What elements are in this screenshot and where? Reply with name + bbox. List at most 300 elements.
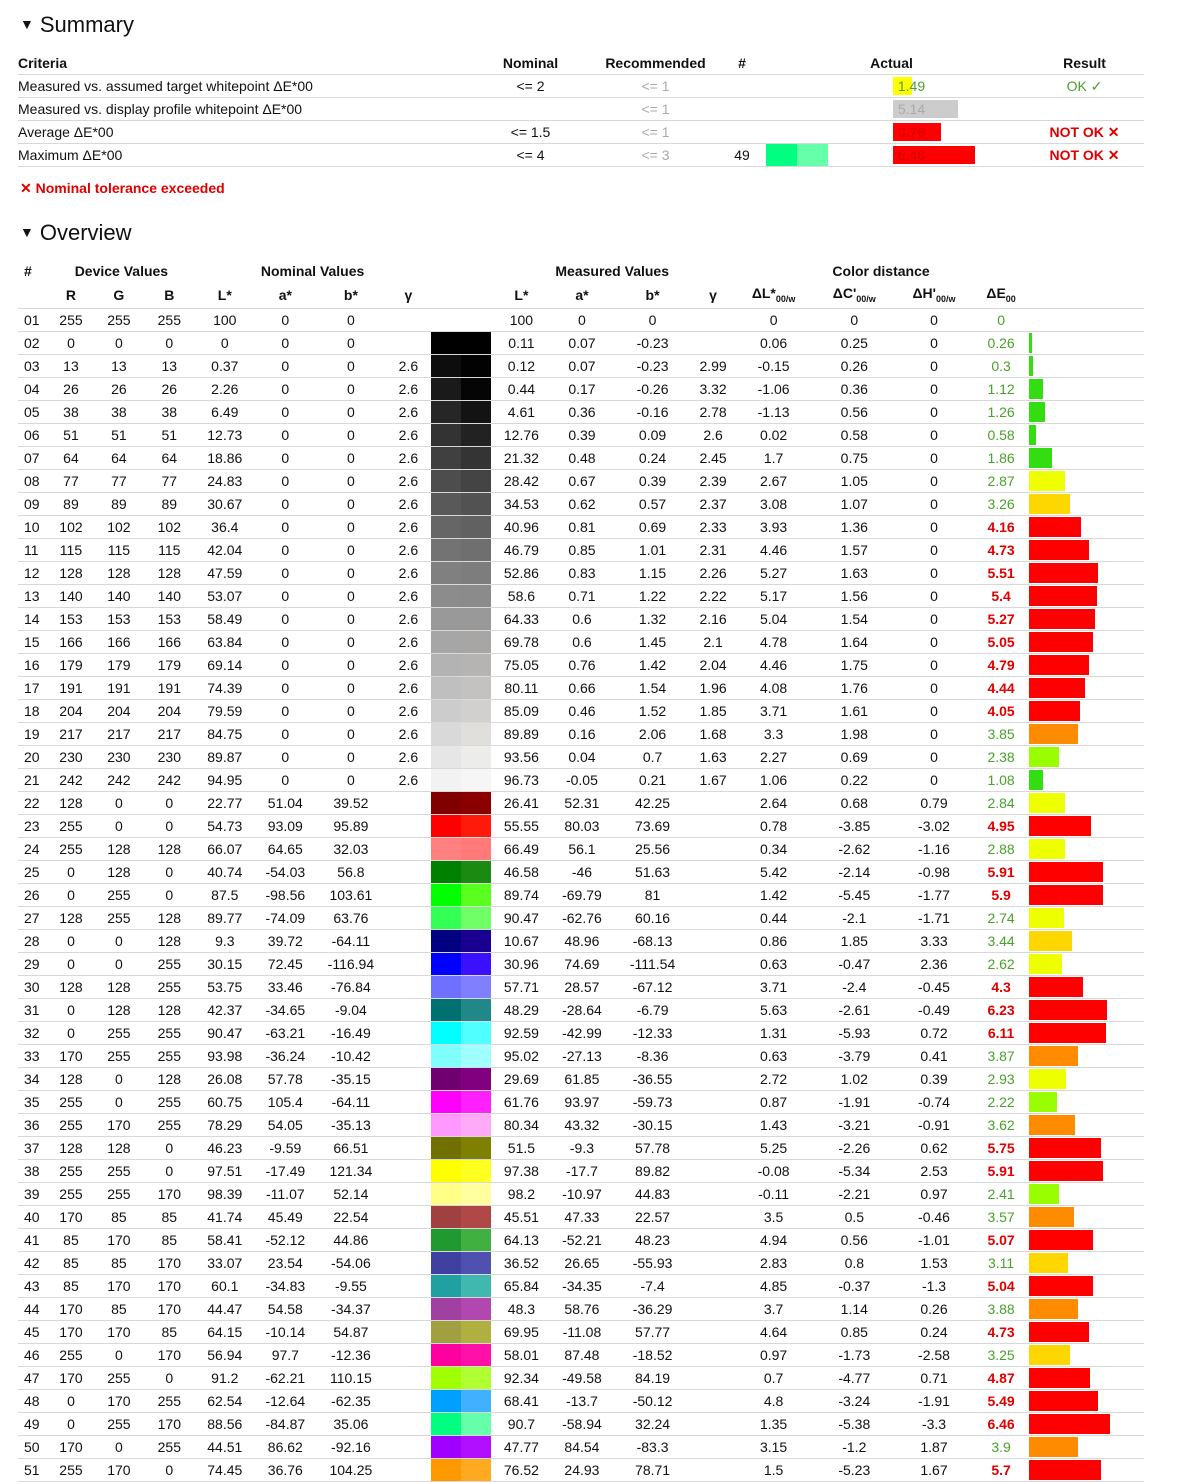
table-row xyxy=(18,837,1144,860)
cell-nominal-gamma xyxy=(386,1067,430,1090)
cell-nominal-b: 0 xyxy=(316,469,387,492)
cell-num: 07 xyxy=(18,446,48,469)
cell-nominal-L: 30.15 xyxy=(195,952,256,975)
cell-nominal-b: 63.76 xyxy=(316,906,387,929)
measured-color-swatch xyxy=(461,309,491,331)
cell-measured-b: -0.23 xyxy=(612,331,693,354)
color-swatch xyxy=(431,837,492,860)
cell-delta-C: 1.61 xyxy=(814,699,895,722)
cell-nominal-L: 42.04 xyxy=(195,538,256,561)
summary-col-nominal: Nominal xyxy=(502,55,559,71)
cell-nominal-a: -11.07 xyxy=(255,1182,316,1205)
cell-nominal-b: 66.51 xyxy=(316,1136,387,1159)
cell-G: 0 xyxy=(94,952,144,975)
measured-color-swatch xyxy=(461,447,491,469)
cell-num: 27 xyxy=(18,906,48,929)
cell-delta-H: 0.71 xyxy=(895,1366,974,1389)
cell-delta-H: 0.39 xyxy=(895,1067,974,1090)
cell-delta-E: 4.44 xyxy=(973,676,1028,699)
cell-delta-C: 1.85 xyxy=(814,929,895,952)
delta-e-bar xyxy=(1029,379,1043,399)
cell-nominal-a: 0 xyxy=(255,722,316,745)
cell-B: 85 xyxy=(144,1205,194,1228)
measured-color-swatch xyxy=(461,355,491,377)
cell-G: 0 xyxy=(94,1067,144,1090)
cell-delta-E: 3.25 xyxy=(973,1343,1028,1366)
cell-B: 26 xyxy=(144,377,194,400)
cell-measured-a: 0.16 xyxy=(552,722,613,745)
table-row xyxy=(18,1435,1144,1458)
measured-color-swatch xyxy=(461,769,491,791)
delta-e-bar-cell xyxy=(1029,883,1144,906)
cell-nominal-b: 35.06 xyxy=(316,1412,387,1435)
cell-delta-C: 0.5 xyxy=(814,1205,895,1228)
delta-e-bar xyxy=(1029,586,1097,606)
cell-R: 170 xyxy=(48,1297,93,1320)
measured-color-swatch xyxy=(461,631,491,653)
cell-measured-L: 76.52 xyxy=(491,1458,552,1481)
cell-R: 242 xyxy=(48,768,93,791)
cell-delta-E: 4.05 xyxy=(973,699,1028,722)
delta-e-bar-cell xyxy=(1029,1090,1144,1113)
cell-num: 31 xyxy=(18,998,48,1021)
cell-measured-gamma xyxy=(693,906,733,929)
cell-nominal-L: 47.59 xyxy=(195,561,256,584)
cell-delta-H: 1.67 xyxy=(895,1458,974,1481)
cell-measured-L: 0.12 xyxy=(491,354,552,377)
table-row xyxy=(18,1412,1144,1435)
cell-delta-E: 4.95 xyxy=(973,814,1028,837)
table-row xyxy=(18,1159,1144,1182)
cell-delta-C: -5.45 xyxy=(814,883,895,906)
delta-e-bar xyxy=(1029,1092,1057,1112)
cell-nominal-a: 0 xyxy=(255,630,316,653)
cell-delta-C: -2.4 xyxy=(814,975,895,998)
cell-delta-L: -1.13 xyxy=(733,400,814,423)
table-row xyxy=(18,492,1144,515)
cell-delta-H: 0.26 xyxy=(895,1297,974,1320)
delta-e-bar xyxy=(1029,425,1036,445)
cell-B: 128 xyxy=(144,906,194,929)
cell-nominal-a: -12.64 xyxy=(255,1389,316,1412)
cell-B: 170 xyxy=(144,1343,194,1366)
cell-measured-a: 0.36 xyxy=(552,400,613,423)
cell-B: 128 xyxy=(144,998,194,1021)
table-row xyxy=(18,423,1144,446)
cell-nominal-gamma: 2.6 xyxy=(386,423,430,446)
cell-num: 45 xyxy=(18,1320,48,1343)
cell-R: 38 xyxy=(48,400,93,423)
cell-nominal-gamma xyxy=(386,952,430,975)
cell-num: 30 xyxy=(18,975,48,998)
cell-G: 13 xyxy=(94,354,144,377)
nominal-color-swatch xyxy=(431,1068,461,1090)
cell-delta-H: 0 xyxy=(895,331,974,354)
cell-measured-gamma xyxy=(693,1435,733,1458)
cell-nominal-a: -98.56 xyxy=(255,883,316,906)
cell-delta-H: -0.49 xyxy=(895,998,974,1021)
cell-nominal-a: 0 xyxy=(255,469,316,492)
nominal-color-swatch xyxy=(431,953,461,975)
cell-delta-E: 0.26 xyxy=(973,331,1028,354)
nominal-color-swatch xyxy=(431,907,461,929)
cell-delta-C: 1.75 xyxy=(814,653,895,676)
measured-color-swatch xyxy=(461,930,491,952)
col-nominal-a: a* xyxy=(278,286,292,303)
cell-measured-L: 64.33 xyxy=(491,607,552,630)
nominal-color-swatch xyxy=(431,792,461,814)
cell-R: 166 xyxy=(48,630,93,653)
cell-measured-a: 74.69 xyxy=(552,952,613,975)
cell-delta-H: 0.24 xyxy=(895,1320,974,1343)
cell-G: 85 xyxy=(94,1205,144,1228)
delta-e-bar xyxy=(1029,609,1095,629)
summary-heading[interactable] xyxy=(20,12,134,38)
cell-num: 23 xyxy=(18,814,48,837)
delta-e-bar xyxy=(1029,747,1059,767)
cell-G: 0 xyxy=(94,1343,144,1366)
cell-nominal-L: 78.29 xyxy=(195,1113,256,1136)
cell-delta-E: 4.3 xyxy=(973,975,1028,998)
cell-measured-b: 57.78 xyxy=(612,1136,693,1159)
cell-delta-L: 4.94 xyxy=(733,1228,814,1251)
cell-R: 128 xyxy=(48,791,93,814)
cell-nominal-gamma: 2.6 xyxy=(386,676,430,699)
cell-delta-H: 0 xyxy=(895,400,974,423)
cell-nominal-L: 79.59 xyxy=(195,699,256,722)
cell-delta-L: 3.71 xyxy=(733,699,814,722)
cell-measured-L: 30.96 xyxy=(491,952,552,975)
cell-nominal-a: -17.49 xyxy=(255,1159,316,1182)
delta-e-bar xyxy=(1029,839,1065,859)
cell-nominal-gamma xyxy=(386,1389,430,1412)
cell-nominal-gamma xyxy=(386,1320,430,1343)
cell-nominal-L: 41.74 xyxy=(195,1205,256,1228)
col-delta-L: $\Delta L*_{00/w}$ xyxy=(751,285,796,305)
cell-R: 0 xyxy=(48,1021,93,1044)
cell-measured-gamma xyxy=(693,1205,733,1228)
delta-e-bar xyxy=(1029,862,1103,882)
delta-e-bar-cell xyxy=(1029,538,1144,561)
cell-measured-a: -42.99 xyxy=(552,1021,613,1044)
cell-delta-E: 0.3 xyxy=(973,354,1028,377)
cell-measured-b: 0.7 xyxy=(612,745,693,768)
cell-R: 0 xyxy=(48,952,93,975)
cell-nominal-b: -16.49 xyxy=(316,1021,387,1044)
summary-title: Summary xyxy=(39,12,134,37)
cell-B: 166 xyxy=(144,630,194,653)
cell-nominal-L: 0 xyxy=(195,331,256,354)
measured-color-swatch xyxy=(461,723,491,745)
cell-measured-b: 0.21 xyxy=(612,768,693,791)
cell-num: 37 xyxy=(18,1136,48,1159)
cell-measured-L: 93.56 xyxy=(491,745,552,768)
cell-nominal-L: 24.83 xyxy=(195,469,256,492)
delta-e-bar-cell xyxy=(1029,998,1144,1021)
cell-nominal-b: 52.14 xyxy=(316,1182,387,1205)
color-swatch xyxy=(431,1320,492,1343)
cell-nominal-b: 0 xyxy=(316,308,387,331)
cell-R: 0 xyxy=(48,1389,93,1412)
delta-e-bar-cell xyxy=(1029,1366,1144,1389)
cell-measured-a: -49.58 xyxy=(552,1366,613,1389)
cell-R: 128 xyxy=(48,975,93,998)
measured-color-swatch xyxy=(461,332,491,354)
cell-num: 39 xyxy=(18,1182,48,1205)
cell-G: 255 xyxy=(94,308,144,331)
cell-G: 153 xyxy=(94,607,144,630)
cell-B: 0 xyxy=(144,1159,194,1182)
cell-nominal-gamma: 2.6 xyxy=(386,768,430,791)
cell-delta-L: 1.43 xyxy=(733,1113,814,1136)
cell-nominal-gamma xyxy=(386,1021,430,1044)
nominal-color-swatch xyxy=(431,1459,461,1481)
cell-nominal-L: 26.08 xyxy=(195,1067,256,1090)
cell-B: 170 xyxy=(144,1297,194,1320)
summary-bar xyxy=(955,121,1025,144)
cell-nominal-b: 0 xyxy=(316,377,387,400)
summary-nominal xyxy=(468,98,593,121)
cell-nominal-b: -12.36 xyxy=(316,1343,387,1366)
cell-delta-H: 0.79 xyxy=(895,791,974,814)
nominal-color-swatch xyxy=(431,1252,461,1274)
cell-nominal-L: 18.86 xyxy=(195,446,256,469)
measured-color-swatch xyxy=(461,1183,491,1205)
cell-measured-gamma xyxy=(693,1090,733,1113)
delta-e-bar-cell xyxy=(1029,1067,1144,1090)
cell-nominal-gamma: 2.6 xyxy=(386,699,430,722)
cell-measured-gamma xyxy=(693,1412,733,1435)
cell-num: 25 xyxy=(18,860,48,883)
cell-measured-L: 46.79 xyxy=(491,538,552,561)
cell-nominal-b: 0 xyxy=(316,446,387,469)
cell-R: 255 xyxy=(48,1090,93,1113)
cell-delta-L: 1.42 xyxy=(733,883,814,906)
cell-measured-a: -46 xyxy=(552,860,613,883)
cell-G: 0 xyxy=(94,1435,144,1458)
col-nominal-b: b* xyxy=(343,286,358,303)
delta-e-bar xyxy=(1029,1299,1078,1319)
delta-e-bar xyxy=(1029,885,1103,905)
nominal-color-swatch xyxy=(431,677,461,699)
cell-B: 140 xyxy=(144,584,194,607)
cell-delta-E: 1.08 xyxy=(973,768,1028,791)
cell-nominal-b: 0 xyxy=(316,515,387,538)
cell-measured-gamma: 2.37 xyxy=(693,492,733,515)
cell-delta-E: 3.57 xyxy=(973,1205,1028,1228)
cell-measured-L: 95.02 xyxy=(491,1044,552,1067)
cell-measured-L: 69.95 xyxy=(491,1320,552,1343)
cell-B: 153 xyxy=(144,607,194,630)
col-nominal-gamma: γ xyxy=(404,286,413,303)
cell-G: 85 xyxy=(94,1297,144,1320)
cell-nominal-L: 91.2 xyxy=(195,1366,256,1389)
cell-nominal-b: 54.87 xyxy=(316,1320,387,1343)
summary-bar xyxy=(955,75,1025,98)
cell-G: 0 xyxy=(94,331,144,354)
cell-measured-L: 92.34 xyxy=(491,1366,552,1389)
nominal-color-swatch xyxy=(431,562,461,584)
cell-measured-L: 29.69 xyxy=(491,1067,552,1090)
cell-nominal-b: 0 xyxy=(316,584,387,607)
nominal-color-swatch xyxy=(431,355,461,377)
color-swatch xyxy=(431,1458,492,1481)
cell-measured-gamma xyxy=(693,1113,733,1136)
cell-measured-b: 44.83 xyxy=(612,1182,693,1205)
cell-delta-H: 0 xyxy=(895,653,974,676)
nominal-color-swatch xyxy=(431,1022,461,1044)
cell-delta-E: 5.51 xyxy=(973,561,1028,584)
cell-delta-L: 1.7 xyxy=(733,446,814,469)
measured-color-swatch xyxy=(461,1137,491,1159)
table-row xyxy=(18,860,1144,883)
cell-nominal-gamma xyxy=(386,1205,430,1228)
cell-num: 10 xyxy=(18,515,48,538)
cell-measured-L: 92.59 xyxy=(491,1021,552,1044)
cell-G: 128 xyxy=(94,561,144,584)
delta-e-bar xyxy=(1029,1322,1089,1342)
cell-measured-a: -27.13 xyxy=(552,1044,613,1067)
measured-color-swatch xyxy=(461,585,491,607)
cell-measured-b: 1.45 xyxy=(612,630,693,653)
cell-measured-L: 12.76 xyxy=(491,423,552,446)
cell-nominal-L: 22.77 xyxy=(195,791,256,814)
cell-delta-E: 5.49 xyxy=(973,1389,1028,1412)
cell-delta-E: 1.86 xyxy=(973,446,1028,469)
delta-e-bar-cell xyxy=(1029,446,1144,469)
cell-num: 11 xyxy=(18,538,48,561)
color-swatch xyxy=(431,1297,492,1320)
cell-delta-L: 3.71 xyxy=(733,975,814,998)
cell-R: 170 xyxy=(48,1205,93,1228)
cell-R: 170 xyxy=(48,1044,93,1067)
summary-bar xyxy=(955,144,1025,167)
nominal-color-swatch xyxy=(431,493,461,515)
cell-nominal-gamma xyxy=(386,1136,430,1159)
delta-e-bar-cell xyxy=(1029,400,1144,423)
cell-delta-L: 5.25 xyxy=(733,1136,814,1159)
nominal-color-swatch xyxy=(431,1344,461,1366)
delta-e-bar xyxy=(1029,655,1089,675)
delta-e-bar xyxy=(1029,1391,1098,1411)
summary-col-count: # xyxy=(738,55,746,71)
nominal-color-swatch xyxy=(431,1367,461,1389)
cell-B: 179 xyxy=(144,653,194,676)
cell-num: 49 xyxy=(18,1412,48,1435)
cell-G: 170 xyxy=(94,1113,144,1136)
cell-measured-gamma xyxy=(693,1389,733,1412)
measured-color-swatch xyxy=(461,1321,491,1343)
cell-measured-a: 93.97 xyxy=(552,1090,613,1113)
cell-nominal-gamma: 2.6 xyxy=(386,492,430,515)
cell-delta-E: 3.9 xyxy=(973,1435,1028,1458)
measured-color-swatch xyxy=(461,1160,491,1182)
cell-nominal-a: 36.76 xyxy=(255,1458,316,1481)
cell-nominal-L: 58.41 xyxy=(195,1228,256,1251)
cell-measured-gamma xyxy=(693,1458,733,1481)
table-row xyxy=(18,1228,1144,1251)
cell-R: 51 xyxy=(48,423,93,446)
cell-delta-E: 4.73 xyxy=(973,538,1028,561)
cell-delta-E: 5.75 xyxy=(973,1136,1028,1159)
table-row xyxy=(18,1251,1144,1274)
cell-nominal-a: -36.24 xyxy=(255,1044,316,1067)
measured-color-swatch xyxy=(461,1091,491,1113)
delta-e-bar-cell xyxy=(1029,1320,1144,1343)
cell-num: 29 xyxy=(18,952,48,975)
cell-delta-L: -1.06 xyxy=(733,377,814,400)
cell-nominal-gamma xyxy=(386,1159,430,1182)
table-row xyxy=(18,331,1144,354)
table-row xyxy=(18,791,1144,814)
delta-e-bar xyxy=(1029,1253,1068,1273)
cell-delta-L: 3.08 xyxy=(733,492,814,515)
measured-color-swatch xyxy=(461,1022,491,1044)
overview-heading[interactable] xyxy=(20,220,132,246)
cell-measured-a: -17.7 xyxy=(552,1159,613,1182)
nominal-color-swatch xyxy=(431,838,461,860)
color-swatch xyxy=(431,653,492,676)
delta-e-bar-cell xyxy=(1029,975,1144,998)
delta-e-bar-cell xyxy=(1029,1251,1144,1274)
cell-B: 255 xyxy=(144,1113,194,1136)
cell-nominal-gamma xyxy=(386,308,430,331)
cell-delta-H: 0 xyxy=(895,607,974,630)
nominal-color-swatch xyxy=(431,516,461,538)
cell-measured-L: 64.13 xyxy=(491,1228,552,1251)
delta-e-bar xyxy=(1029,517,1081,537)
cell-G: 128 xyxy=(94,837,144,860)
delta-e-bar xyxy=(1029,1046,1078,1066)
cell-nominal-b: -9.04 xyxy=(316,998,387,1021)
delta-e-bar-cell xyxy=(1029,1182,1144,1205)
cell-nominal-L: 84.75 xyxy=(195,722,256,745)
cell-B: 77 xyxy=(144,469,194,492)
delta-e-bar xyxy=(1029,701,1080,721)
summary-result: NOT OK ✕ xyxy=(1025,121,1144,144)
cell-delta-H: 2.53 xyxy=(895,1159,974,1182)
table-row xyxy=(18,446,1144,469)
cell-nominal-a: 33.46 xyxy=(255,975,316,998)
color-swatch xyxy=(431,1274,492,1297)
summary-bar xyxy=(955,98,1025,121)
cell-delta-E: 0.58 xyxy=(973,423,1028,446)
cell-G: 0 xyxy=(94,929,144,952)
cell-nominal-b: 103.61 xyxy=(316,883,387,906)
overview-group-measured: Measured Values xyxy=(555,263,669,279)
cell-G: 0 xyxy=(94,1090,144,1113)
summary-count xyxy=(718,121,766,144)
summary-col-criteria: Criteria xyxy=(18,55,68,71)
cell-delta-E: 2.88 xyxy=(973,837,1028,860)
cell-num: 21 xyxy=(18,768,48,791)
cell-num: 43 xyxy=(18,1274,48,1297)
cell-G: 166 xyxy=(94,630,144,653)
cell-delta-H: -1.16 xyxy=(895,837,974,860)
cell-num: 09 xyxy=(18,492,48,515)
nominal-color-swatch xyxy=(431,585,461,607)
cell-delta-C: -1.73 xyxy=(814,1343,895,1366)
cell-B: 13 xyxy=(144,354,194,377)
cell-G: 255 xyxy=(94,1044,144,1067)
nominal-color-swatch xyxy=(431,746,461,768)
cell-measured-b: -0.23 xyxy=(612,354,693,377)
cell-nominal-gamma xyxy=(386,1297,430,1320)
cell-num: 36 xyxy=(18,1113,48,1136)
cell-delta-E: 1.26 xyxy=(973,400,1028,423)
cell-num: 41 xyxy=(18,1228,48,1251)
col-nominal-L: L* xyxy=(217,286,232,303)
